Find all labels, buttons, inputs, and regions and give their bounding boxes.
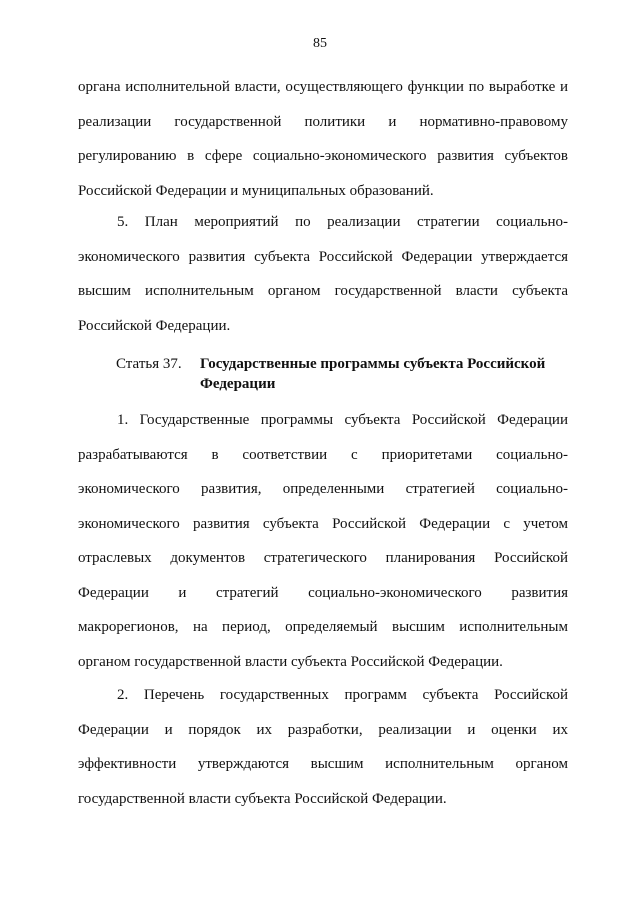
- text-block: [78, 70, 568, 208]
- paragraph-item-1: 1. Государственные программы субъекта Российской Федерации разрабатываются в соответствии с приоритетами социально-экономического развития, определенными стратегией социально-экономического развития субъекта Российской Федерации с учетом отраслевых документов стратегического планирования Российской Федерации и стратегий социально-экономического развития макрорегионов, на период, определяемый высшим исполнительным органом государственной власти субъекта Российской Федерации.: [78, 412, 568, 670]
- article-number: Статья 37.: [116, 356, 182, 372]
- article-heading: [116, 354, 576, 394]
- text-block: [78, 678, 568, 816]
- page-number: 85: [313, 36, 327, 51]
- article-title: Государственные программы субъекта Российской Федерации: [200, 356, 546, 392]
- paragraph-item-2: 2. Перечень государственных программ субъекта Российской Федерации и порядок их разработки, реализации и оценки их эффективности утверждаются высшим исполнительным органом государственной власти субъекта Российской Федерации.: [78, 687, 568, 807]
- text-block: [78, 205, 568, 343]
- text-block: [78, 403, 568, 679]
- paragraph-continuation: органа исполнительной власти, осуществляющего функции по выработке и реализации государственной политики и нормативно-правовому регулированию в сфере социально-экономического развития субъектов Российской Федерации и муниципальных образований.: [78, 79, 568, 199]
- paragraph-item-5: 5. План мероприятий по реализации стратегии социально-экономического развития субъекта Российской Федерации утверждается высшим исполнительным органом государственной власти субъекта Российской Федерации.: [78, 214, 568, 334]
